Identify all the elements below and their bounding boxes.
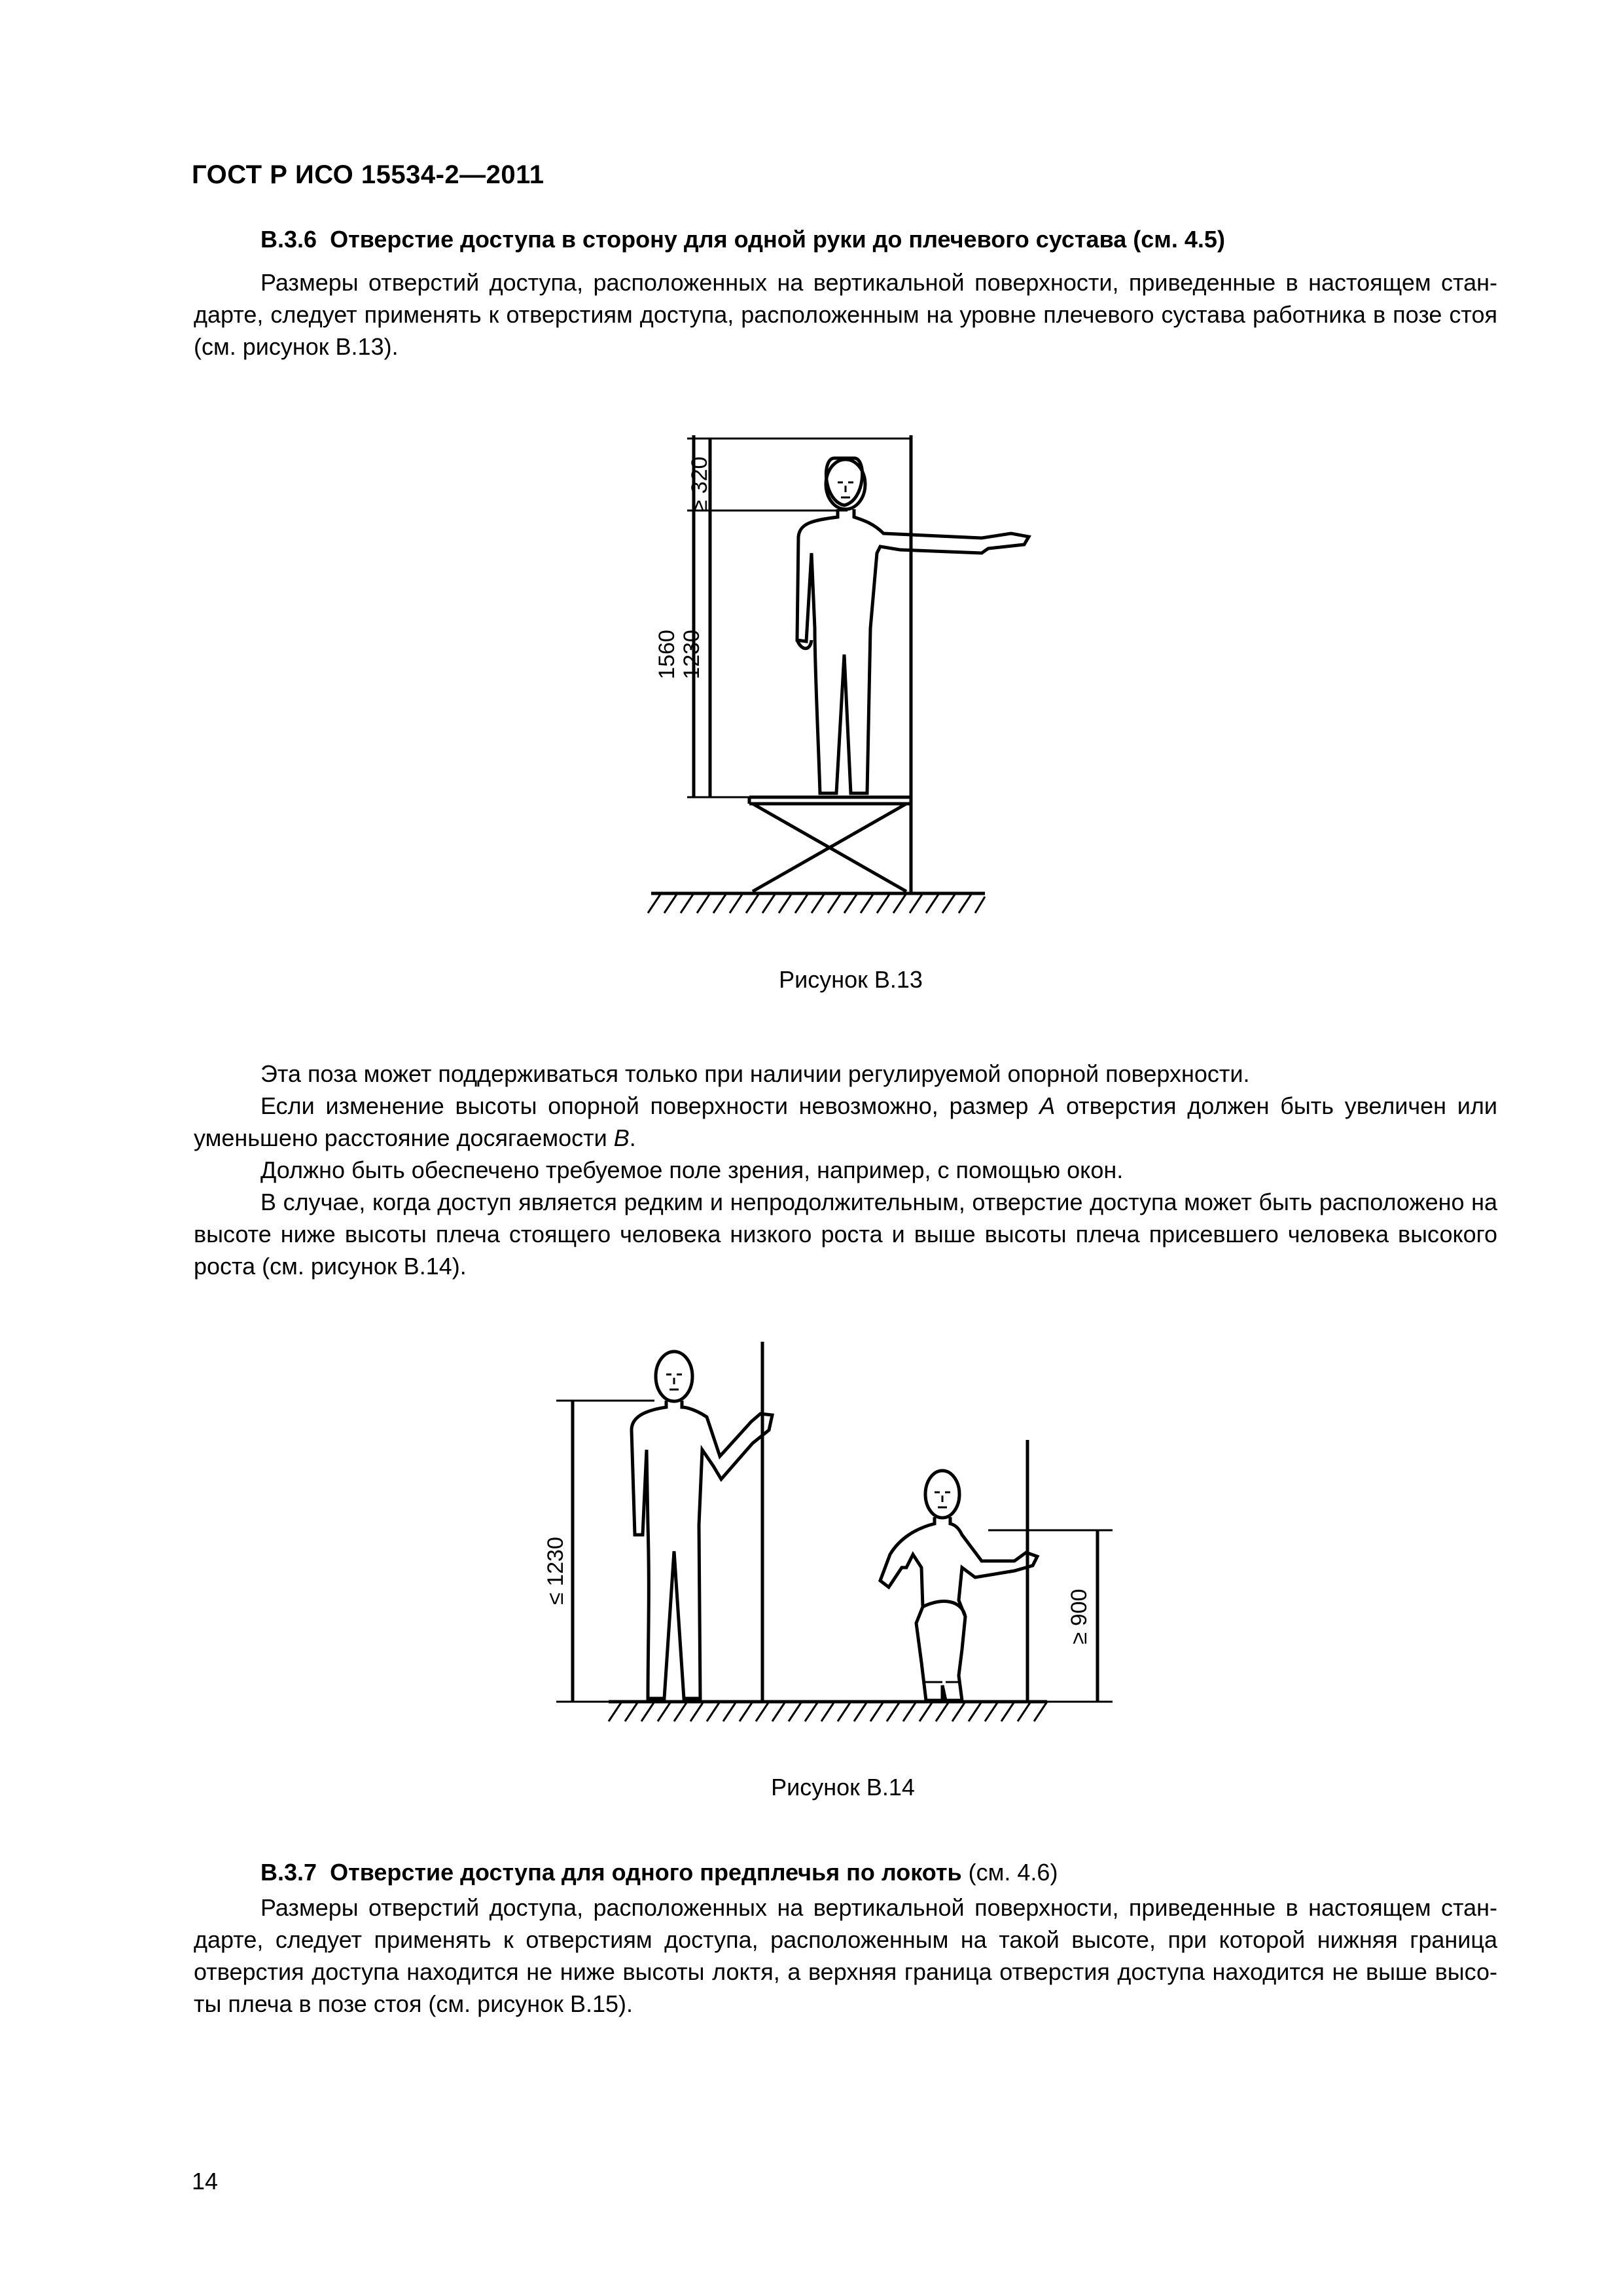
section-number: В.3.7 — [260, 1859, 317, 1886]
dim-label-inner: 1230 — [679, 630, 704, 679]
section-b36-body — [194, 266, 1497, 363]
dim-label-right: ≥ 900 — [1067, 1588, 1092, 1645]
support-platform — [749, 797, 911, 891]
section-title: Отверстие доступа для одного предплечья по локоть — [330, 1859, 962, 1886]
paragraph — [194, 1090, 1497, 1154]
figure-b13-caption: Рисунок В.13 — [779, 966, 923, 993]
symbol-a: А — [1039, 1092, 1056, 1119]
figure-b13 — [628, 419, 1073, 929]
standing-person-figure — [797, 458, 1029, 793]
figure-b14-caption: Рисунок В.14 — [771, 1774, 915, 1801]
document-header: ГОСТ Р ИСО 15534-2—2011 — [192, 160, 544, 189]
ground-hatching — [648, 893, 985, 913]
section-number: В.3.6 — [260, 226, 317, 253]
paragraph: Размеры отверстий доступа, расположенных на вертикальной поверхности, приведенные в настоящем стандарте, следует применять к отверстиям доступа, расположенным на уровне плечевого сустава работника в позе стоя (см. рисунок В.13). — [194, 269, 1497, 360]
paragraph: Размеры отверстий доступа, расположенных на вертикальной поверхности, приведенные в настоящем стандарте, следует применять к отверстиям доступа, расположенным на такой высоте, при которой нижняя граница отверстия доступа находится не ниже высоты локтя, а верхняя граница отверстия доступа находится не выше высоты плеча в позе стоя (см. рисунок В.15). — [194, 1894, 1497, 2017]
paragraph: Должно быть обеспечено требуемое поле зрения, например, с помощью окон. — [260, 1157, 1124, 1183]
dim-label-left: ≤ 1230 — [543, 1537, 568, 1605]
paragraph: В случае, когда доступ является редким и непродолжительным, отверстие доступа может быть расположено на высоте ниже высоты плеча стоящего человека низкого роста и выше высоты плеча присевшего человека высокого роста (см. рисунок В.14). — [194, 1189, 1497, 1280]
section-b37-heading — [260, 1859, 1058, 1886]
text-run: Если изменение высоты опорной поверхности невозможно, размер — [260, 1092, 1040, 1119]
standing-person-figure — [632, 1352, 772, 1698]
figure-b14 — [543, 1335, 1092, 1741]
ground-hatching — [609, 1702, 1047, 1721]
symbol-b: В — [613, 1124, 630, 1151]
section-reference: (см. 4.6) — [961, 1859, 1058, 1886]
crouching-person-figure — [880, 1471, 1037, 1700]
section-b37-body — [194, 1892, 1497, 2020]
text-run: отверстия должен быть увеличен или уменьшено расстояние досягаемости — [194, 1092, 1497, 1151]
text-run: . — [629, 1124, 636, 1151]
dim-label-top: ≥ 320 — [687, 456, 712, 512]
dim-label-outer: 1560 — [654, 630, 679, 679]
paragraph: Эта поза может поддерживаться только при наличии регулируемой опорной поверхности. — [260, 1060, 1250, 1087]
middle-text-block — [194, 1058, 1497, 1282]
page-number: 14 — [192, 2168, 219, 2195]
section-b36-heading — [260, 226, 1225, 253]
section-title: Отверстие доступа в сторону для одной руки до плечевого сустава (см. 4.5) — [330, 226, 1225, 253]
